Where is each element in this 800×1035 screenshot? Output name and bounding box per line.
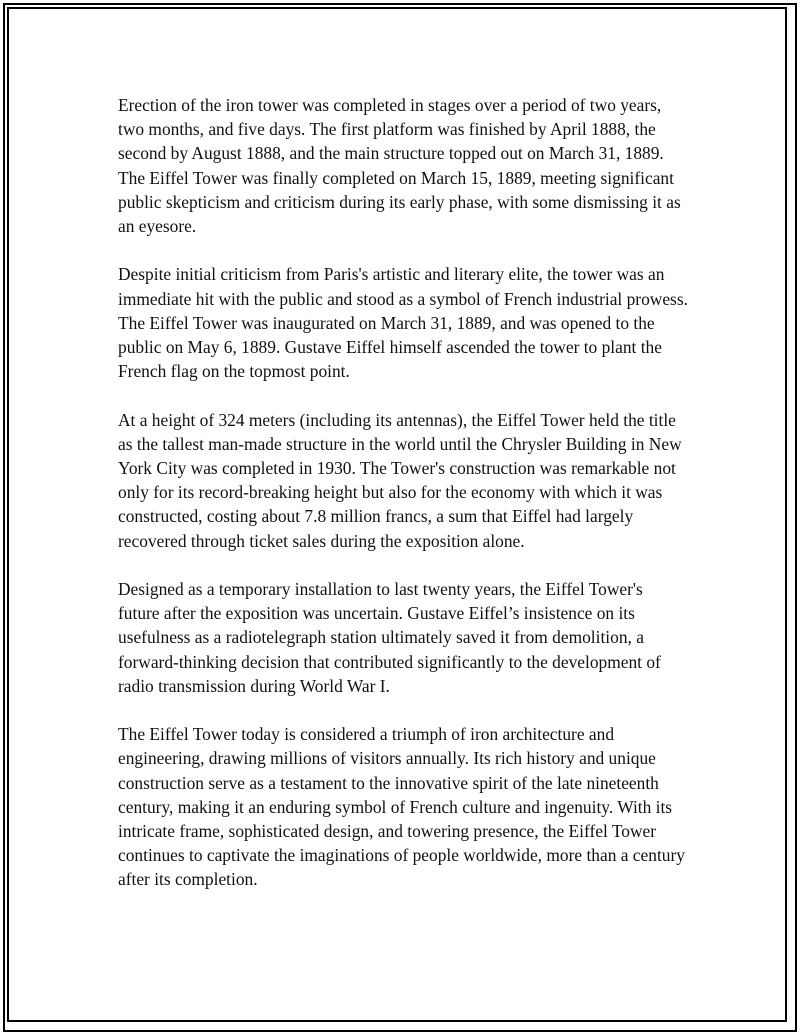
paragraph-5: The Eiffel Tower today is considered a triumph of iron architecture and engineering, drawing millions of visitors annually. Its rich history and unique construction serve as a testament to the innovative spirit of the late nineteenth century, making it an enduring symbol of French culture and ingenuity. With its intricate frame, sophisticated design, and towering presence, the Eiffel Tower continues to captivate the imaginations of people worldwide, more than a century after its completion. [118, 724, 685, 890]
paragraph-1: Erection of the iron tower was completed in stages over a period of two years, two months, and five days. The first platform was finished by April 1888, the second by August 1888, and the main structure topped out on March 31, 1889. The Eiffel Tower was finally completed on March 15, 1889, meeting significant public skepticism and criticism during its early phase, with some dismissing it as an eyesore. [118, 95, 681, 237]
paragraph-4: Designed as a temporary installation to last twenty years, the Eiffel Tower's future after the exposition was uncertain. Gustave Eiffel’s insistence on its usefulness as a radiotelegraph station ultimately saved it from demolition, a forward-thinking decision that contributed significantly to the development of radio transmission during World War I. [118, 579, 661, 696]
paragraph-3: At a height of 324 meters (including its antennas), the Eiffel Tower held the title as the tallest man-made structure in the world until the Chrysler Building in New York City was completed in 1930. The Tower's construction was remarkable not only for its record-breaking height but also for the economy with which it was constructed, costing about 7.8 million francs, a sum that Eiffel had largely recovered through ticket sales during the exposition alone. [118, 409, 682, 551]
document-body [118, 93, 688, 916]
paragraph-2: Despite initial criticism from Paris's artistic and literary elite, the tower was an immediate hit with the public and stood as a symbol of French industrial prowess. The Eiffel Tower was inaugurated on March 31, 1889, and was opened to the public on May 6, 1889. Gustave Eiffel himself ascended the tower to plant the French flag on the topmost point. [118, 264, 688, 382]
